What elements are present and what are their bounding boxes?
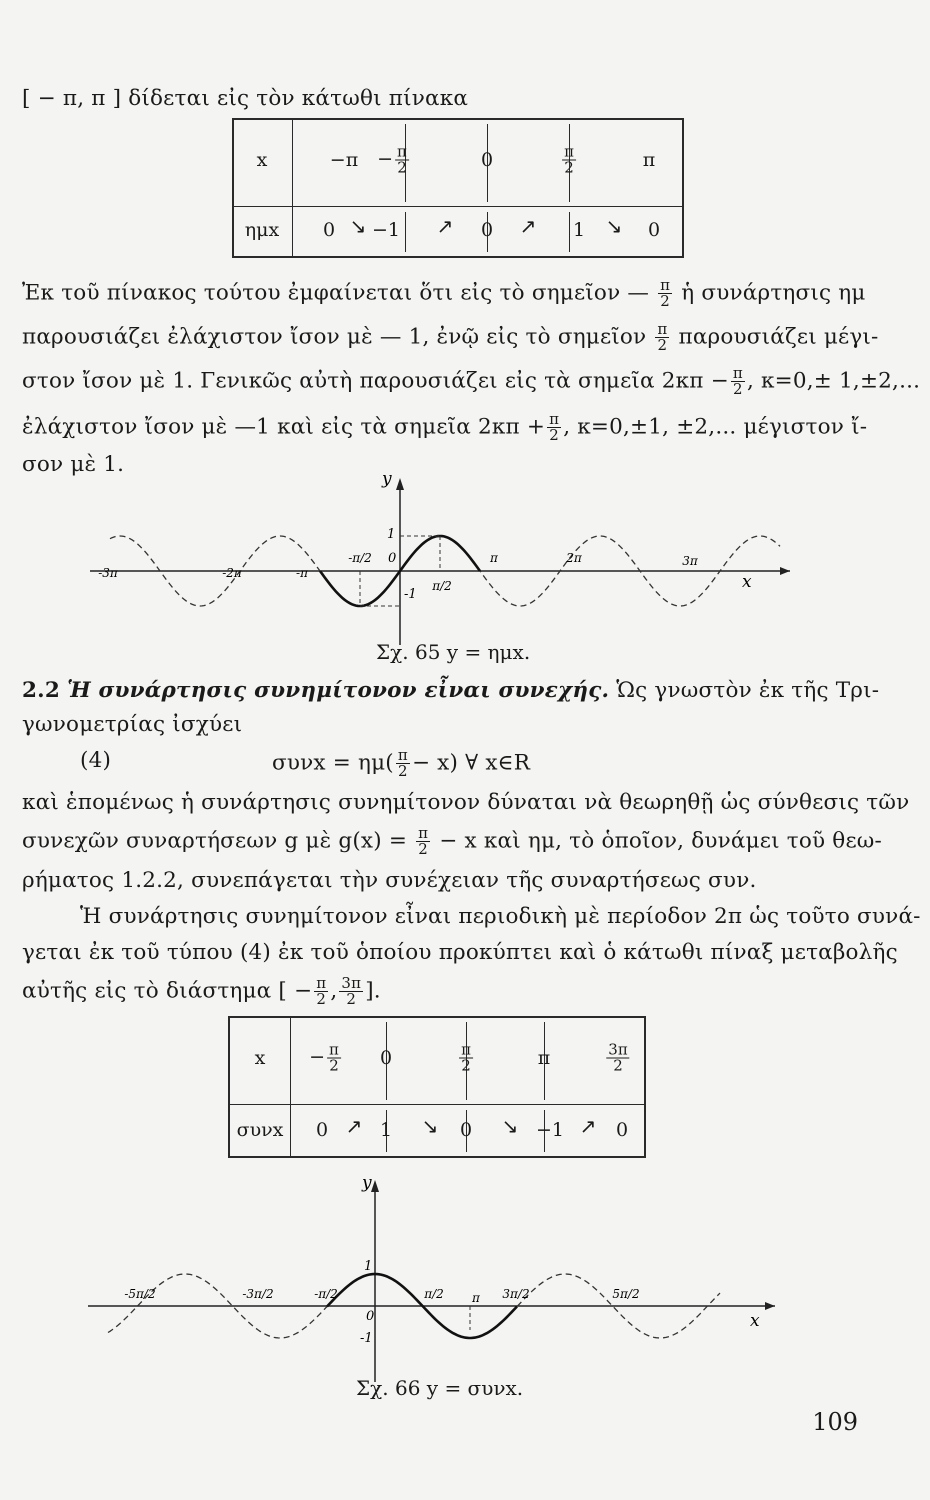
equation-4: (4) (80, 748, 112, 773)
sine-x-label: x (742, 572, 752, 592)
cosine-graph (0, 1170, 930, 1390)
arrow-down-icon: ↘ (421, 1114, 439, 1138)
sine-tick-label: π/2 (432, 579, 452, 593)
table1-f-value: 0 (480, 219, 494, 241)
table2-f-value: 0 (459, 1119, 473, 1141)
cosine-tick-label: -5π/2 (124, 1287, 156, 1301)
cosine-tick-label: π/2 (424, 1287, 444, 1301)
page-number: 109 (812, 1408, 858, 1436)
section-line5: ρήματος 1.2.2, συνεπάγεται τὴν συνέχειαν τῆς συναρτήσεως συν. (22, 868, 757, 893)
cosine-tick-label: 5π/2 (612, 1287, 640, 1301)
cosine-tick-label: π (472, 1291, 480, 1305)
table1-f-value: 0 (647, 219, 661, 241)
variation-table-cos (228, 1016, 646, 1158)
cosine-one-label: 1 (364, 1259, 373, 1274)
table1-f-label: ημx (244, 219, 280, 241)
arrow-up-icon: ↗ (519, 214, 537, 238)
section-line8: αὐτῆς εἰς τὸ διάστημα [ − $\frac{\pi}{2}$ , $\frac{3\pi}{2}$ ]. (22, 974, 381, 1008)
figure-65-caption: Σχ. 65 y = ημx. (376, 640, 531, 664)
sine-minus-one-label: -1 (404, 587, 417, 602)
table2-x-value: $\frac{\pi}{2}$ (461, 1040, 471, 1075)
table2-x-value: 0 (379, 1047, 393, 1069)
arrow-up-icon: ↗ (436, 214, 454, 238)
sine-tick-label: -2π (222, 566, 242, 580)
table1-x-value: − $\frac{\pi}{2}$ (377, 142, 407, 177)
arrow-down-icon: ↘ (605, 214, 623, 238)
section-line6: Ἡ συνάρτησις συνημίτονον εἶναι περιοδικὴ μὲ περίοδον 2π ὡς τοῦτο συνά- (80, 904, 921, 929)
para1-line4: ἐλάχιστον ἴσον μὲ —1 καὶ εἰς τὰ σημεῖα 2κπ + $\frac{\pi}{2}$ , κ=0,±1, ±2,... μέγιστον ἴ- (22, 410, 868, 444)
table1-x-value: 0 (480, 149, 494, 171)
arrow-up-icon: ↗ (579, 1114, 597, 1138)
table1-f-value: 0 (322, 219, 336, 241)
para1-line5: σον μὲ 1. (22, 452, 125, 477)
sine-one-label: 1 (387, 527, 396, 542)
table2-x-label: x (254, 1047, 266, 1069)
arrow-down-icon: ↘ (501, 1114, 519, 1138)
table1-x-value: −π (329, 149, 359, 171)
intro-line: [ − π, π ] δίδεται εἰς τὸν κάτωθι πίνακα (22, 86, 469, 111)
sine-tick-label: -π/2 (348, 551, 372, 565)
equation-4-body: συνx = ημ( $\frac{\pi}{2}$ − x) ∀ x∈R (272, 746, 531, 780)
cosine-minus-one-label: -1 (360, 1331, 373, 1346)
table2-f-value: 1 (379, 1119, 393, 1141)
section-line3: καὶ ἑπομένως ἡ συνάρτησις συνημίτονον δύναται νὰ θεωρηθῇ ὡς σύνθεσις τῶν (22, 790, 910, 815)
variation-table-sin (232, 118, 684, 258)
table1-x-value: $\frac{\pi}{2}$ (564, 142, 574, 177)
table2-f-value: −1 (535, 1119, 565, 1141)
section-heading-line: 2.2 Ἡ συνάρτησις συνημίτονον εἶναι συνεχής. Ὡς γνωστὸν ἐκ τῆς Τρι- (22, 678, 880, 703)
section-line4: συνεχῶν συναρτήσεων g μὲ g(x) = $\frac{\pi}{2}$ − x καὶ ημ, τὸ ὁποῖον, δυνάμει τοῦ θεω- (22, 824, 882, 858)
sine-tick-label: -3π (98, 566, 118, 580)
arrow-up-icon: ↗ (345, 1114, 363, 1138)
table2-x-value: − $\frac{\pi}{2}$ (309, 1040, 339, 1075)
table2-x-value: $\frac{3\pi}{2}$ (608, 1040, 628, 1075)
cosine-y-label: y (362, 1173, 372, 1193)
sine-tick-label: 3π (682, 554, 698, 568)
cosine-tick-label: -3π/2 (242, 1287, 274, 1301)
cosine-origin-label: 0 (366, 1309, 375, 1324)
sine-origin-label: 0 (388, 551, 397, 566)
table2-x-value: π (537, 1047, 551, 1069)
para1-line3: στον ἴσον μὲ 1. Γενικῶς αὐτὴ παρουσιάζει εἰς τὰ σημεῖα 2κπ − $\frac{\pi}{2}$ , κ=0,± 1,±2,... (22, 364, 921, 398)
para1-line1: Ἐκ τοῦ πίνακος τούτου ἐμφαίνεται ὅτι εἰς τὸ σημεῖον — $\frac{\pi}{2}$ ἡ συνάρτησις ημ (22, 276, 866, 310)
table2-f-value: 0 (315, 1119, 329, 1141)
cosine-tick-label: -π/2 (314, 1287, 338, 1301)
para1-line2: παρουσιάζει ἐλάχιστον ἴσον μὲ — 1, ἐνῷ εἰς τὸ σημεῖον $\frac{\pi}{2}$ παρουσιάζει μέγι- (22, 320, 879, 354)
table1-x-value: π (642, 149, 656, 171)
arrow-down-icon: ↘ (349, 214, 367, 238)
section-line2: γωνομετρίας ἰσχύει (22, 712, 243, 737)
table1-f-value: 1 (572, 219, 586, 241)
sine-y-label: y (382, 469, 392, 489)
table1-x-label: x (256, 149, 268, 171)
cosine-tick-label: 3π/2 (502, 1287, 530, 1301)
table2-f-label: συνx (236, 1119, 284, 1141)
section-line7: γεται ἐκ τοῦ τύπου (4) ἐκ τοῦ ὁποίου προκύπτει καὶ ὁ κάτωθι πίναξ μεταβολῆς (22, 940, 898, 965)
sine-tick-label: π (490, 551, 498, 565)
sine-tick-label: -π (296, 566, 308, 580)
sine-tick-label: 2π (566, 551, 582, 565)
cosine-x-label: x (750, 1311, 760, 1331)
table2-f-value: 0 (615, 1119, 629, 1141)
table1-f-value: −1 (371, 219, 401, 241)
figure-66-caption: Σχ. 66 y = συνx. (356, 1376, 524, 1400)
